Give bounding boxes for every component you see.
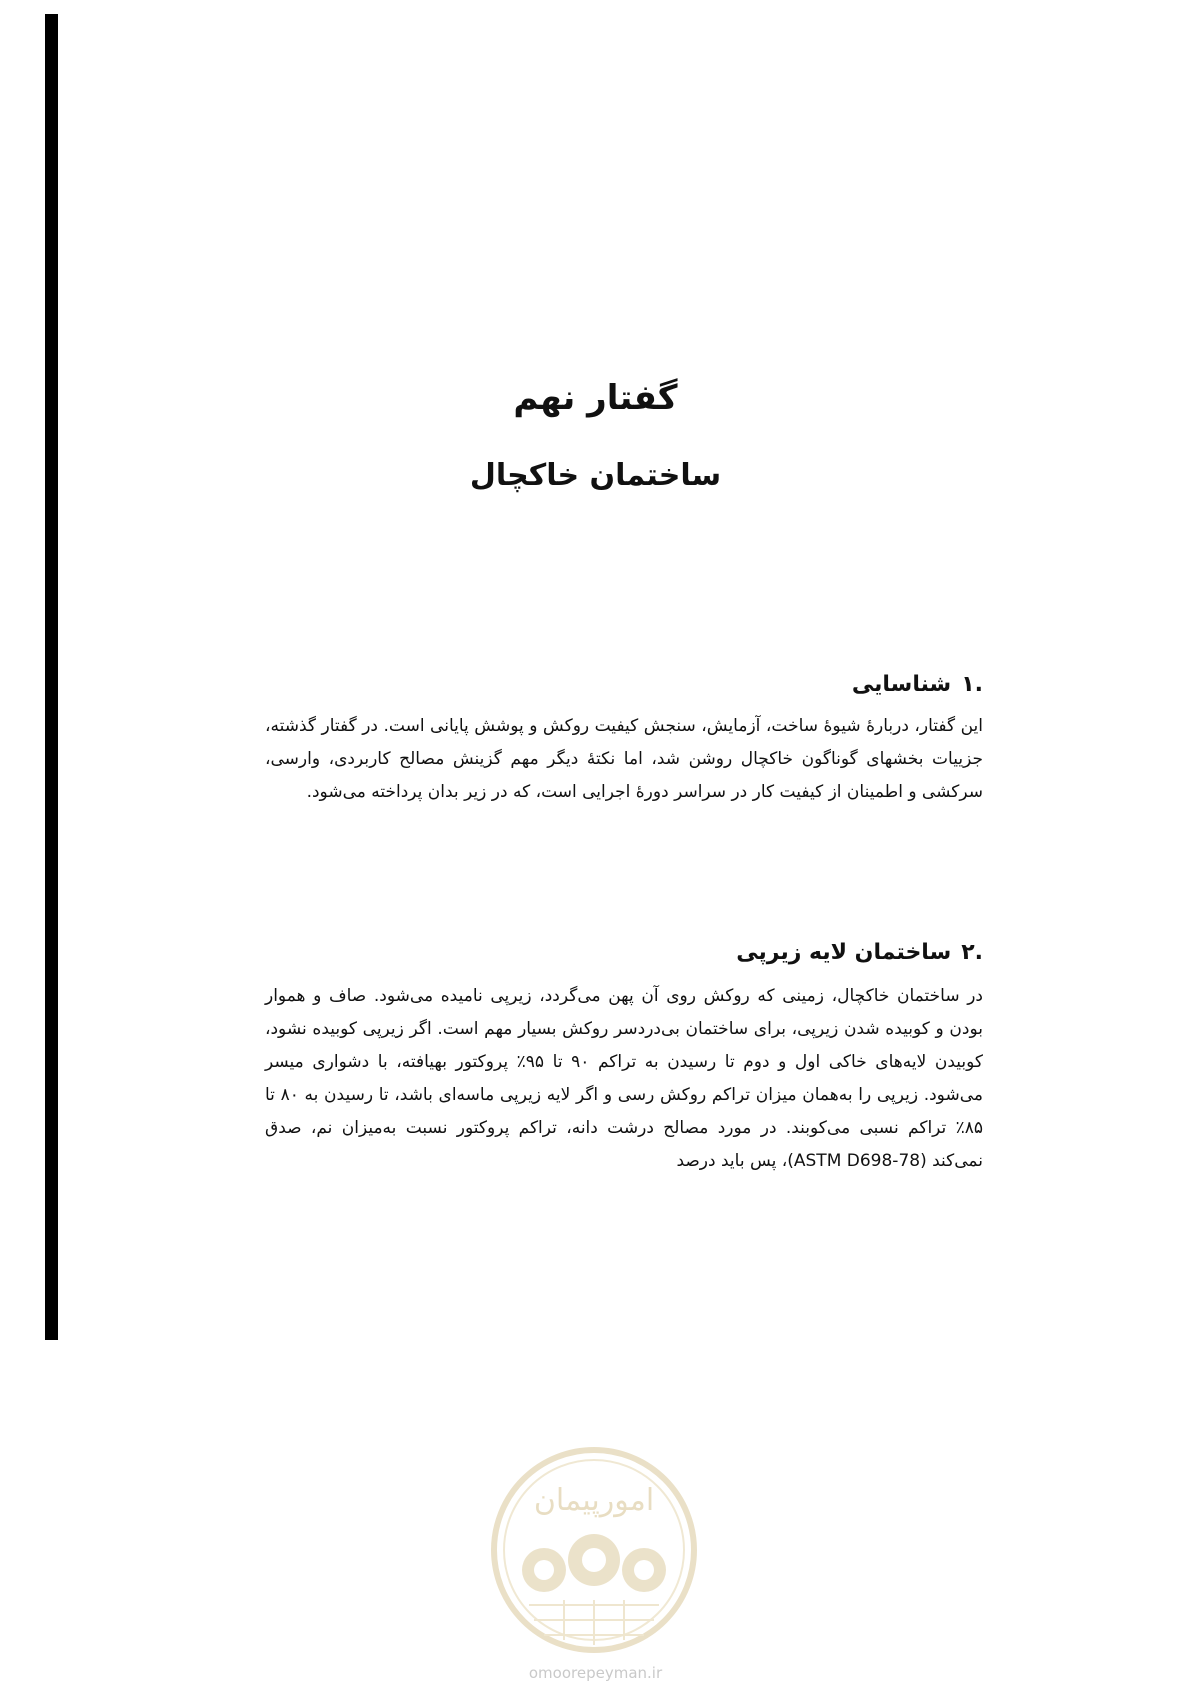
watermark-text: امورپیمان	[533, 1483, 655, 1518]
section-number: .۱	[961, 672, 983, 697]
section-title: ساختمان لایه زیرپی	[736, 940, 952, 965]
section-heading-1	[852, 672, 983, 697]
section-paragraph-2: در ساختمان خاکچال، زمینی که روکش روی آن پهن می‌گردد، زیرپی نامیده می‌شود. صاف و هموار بودن و کوبیده شدن زیرپی، برای ساختمان بی‌دردسر روکش بسیار مهم است. اگر زیرپی کوبیده نشود، کوبیدن لایه‌های خاکی اول و دوم تا رسیدن به تراکم ۹۰ تا ۹۵٪ پروکتور بهیافته، با دشواری میسر می‌شود. زیرپی را به‌همان میزان تراکم روکش رسی و اگر لایه زیرپی ماسه‌ای باشد، تا رسیدن به ۸۰ تا ۸۵٪ تراکم نسبی می‌کوبند. در مورد مصالح درشت دانه، تراکم پروکتور نسبت به‌میزان نم، صدق نمی‌کند (ASTM D698-78)، پس باید درصد	[265, 986, 983, 1171]
chapter-title: گفتار نهم	[513, 378, 678, 418]
watermark-logo-icon	[484, 1440, 704, 1660]
section-title: شناسایی	[851, 672, 952, 697]
section-paragraph-1: این گفتار، دربارهٔ شیوهٔ ساخت، آزمایش، سنجش کیفیت روکش و پوشش پایانی است. در گفتار گذشته، جزییات بخشهای گوناگون خاکچال روشن شد، اما نکتهٔ دیگر مهم گزینش مصالح کاربردی، وارسی، سرکشی و اطمینان از کیفیت کار در سراسر دورهٔ اجرایی است، که در زیر بدان پرداخته می‌شود.	[265, 716, 983, 802]
chapter-subtitle: ساختمان خاکچال	[469, 458, 722, 493]
section-number: .۲	[961, 940, 983, 965]
page-edge-bar	[45, 14, 58, 1340]
section-heading-2	[736, 940, 983, 965]
footer-site: omoorepeyman.ir	[528, 1664, 663, 1682]
